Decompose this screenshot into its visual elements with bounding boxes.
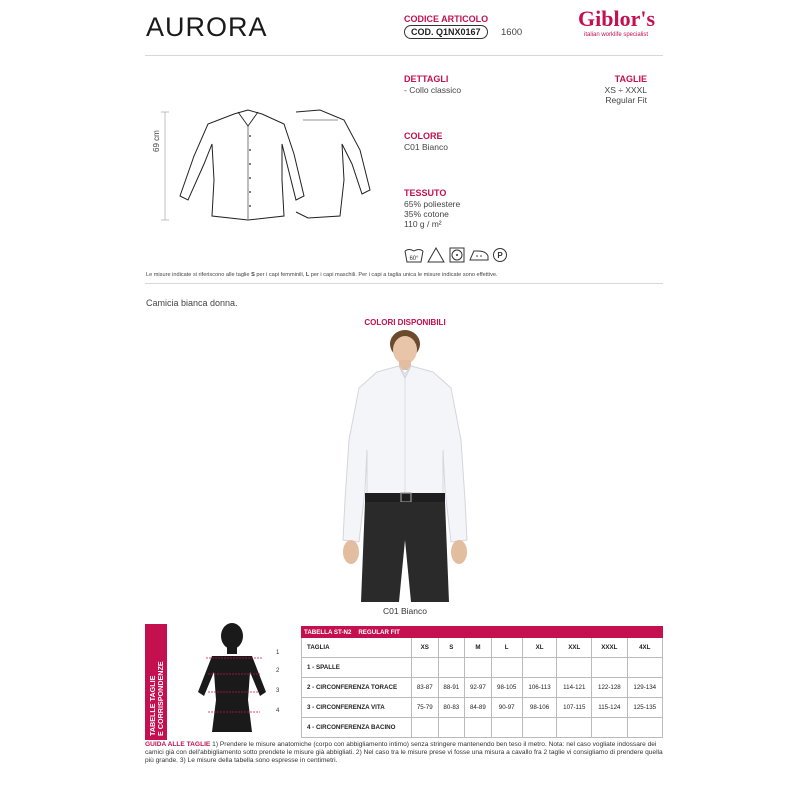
table-cell: [491, 658, 522, 678]
brand-logo: Giblor's: [578, 6, 656, 31]
table-cell: [627, 658, 662, 678]
table-cell: 3 - CIRCONFERENZA VITA: [302, 698, 412, 718]
measure-number: 2: [276, 668, 280, 674]
size-table-title-row: [302, 627, 663, 638]
measure-number: 4: [276, 708, 280, 714]
table-row: [302, 718, 663, 738]
details-value: - Collo classico: [404, 85, 462, 95]
table-cell: 129-134: [627, 678, 662, 698]
shirt-technical-drawing: [148, 100, 398, 230]
tumble-dry-icon: [450, 248, 464, 262]
fabric-label: TESSUTO: [404, 188, 447, 198]
table-cell: [438, 658, 465, 678]
table-cell: [592, 718, 627, 738]
table-cell: 80-83: [438, 698, 465, 718]
table-cell: 106-113: [522, 678, 557, 698]
table-cell: 98-105: [491, 678, 522, 698]
details-label: DETTAGLI: [404, 74, 449, 84]
divider-mid: [145, 283, 663, 284]
table-cell: 83-87: [412, 678, 439, 698]
body-silhouette: [186, 622, 276, 738]
table-cell: [438, 718, 465, 738]
product-code: COD. Q1NX0167: [404, 25, 488, 39]
table-header-cell: XXXL: [592, 638, 627, 658]
color-value: C01 Bianco: [404, 142, 448, 152]
sizes-fit: Regular Fit: [605, 95, 647, 105]
height-dimension-label: 69 cm: [152, 130, 161, 152]
table-cell: [465, 658, 492, 678]
table-header-cell: M: [465, 638, 492, 658]
divider-top: [145, 55, 663, 56]
table-cell: [627, 718, 662, 738]
code-label: CODICE ARTICOLO: [404, 14, 489, 24]
table-cell: [522, 718, 557, 738]
table-cell: 1 - SPALLE: [302, 658, 412, 678]
table-header-cell: 4XL: [627, 638, 662, 658]
table-cell: 2 - CIRCONFERENZA TORACE: [302, 678, 412, 698]
table-header-cell: L: [491, 638, 522, 658]
color-caption: C01 Bianco: [383, 606, 427, 616]
brand-tagline: italian worklife specialist: [584, 32, 649, 38]
product-description: Camicia bianca donna.: [146, 298, 238, 308]
color-label: COLORE: [404, 131, 443, 141]
iron-icon: [470, 251, 488, 260]
table-cell: [465, 718, 492, 738]
wash-60-icon: [405, 250, 423, 263]
model-photo: [315, 330, 495, 602]
measure-number: 3: [276, 688, 280, 694]
measure-number: 1: [276, 650, 280, 656]
fabric-line: 35% cotone: [404, 209, 449, 219]
size-table-wrapper: [301, 626, 663, 738]
code-extra: 1600: [501, 27, 523, 38]
table-cell: [522, 658, 557, 678]
table-row: [302, 658, 663, 678]
table-cell: [412, 658, 439, 678]
table-cell: [592, 658, 627, 678]
table-row: [302, 698, 663, 718]
colors-title: COLORI DISPONIBILI: [364, 318, 446, 327]
fabric-line: 65% poliestere: [404, 199, 461, 209]
size-tables-sidebar: [145, 624, 167, 740]
table-cell: 98-106: [522, 698, 557, 718]
table-cell: 107-115: [557, 698, 592, 718]
product-title: AURORA: [146, 12, 268, 42]
table-cell: [557, 718, 592, 738]
table-cell: 75-79: [412, 698, 439, 718]
table-cell: 4 - CIRCONFERENZA BACINO: [302, 718, 412, 738]
table-fit: REGULAR FIT: [358, 628, 400, 636]
size-tables-label: TABELLE TAGLIE E CORRISPONDENZE: [148, 661, 165, 736]
care-icons: [404, 245, 516, 265]
fabric-line: 110 g / m²: [404, 219, 442, 229]
size-table-header-row: [302, 638, 663, 658]
table-header-cell: XL: [522, 638, 557, 658]
table-cell: 115-124: [592, 698, 627, 718]
size-guide-text: 1) Prendere le misure anatomiche (corpo con abbigliamento intimo) senza stringere mantenendo ben teso il metro. Nota: nel caso vogliate indossare dei camici già con dell'abbigliamento sotto prendete le misure già abbigliati. 2) Nel caso tra le misure prese vi fosse una misura a cavallo fra 2 taglie vi consigliamo di prendere quella più grande. 3) Le misure della tabella sono espresse in centimetri.: [145, 741, 663, 764]
table-cell: 90-97: [491, 698, 522, 718]
table-cell: [491, 718, 522, 738]
sizes-note: Le misure indicate si riferiscono alle taglie S per i capi femminili, L per i capi maschili. Per i capi a taglia unica le misure indicate sono effettive.: [146, 272, 498, 278]
table-row: [302, 678, 663, 698]
dry-clean-icon: [494, 249, 507, 262]
sizes-label: TAGLIE: [614, 74, 647, 84]
table-cell: [557, 658, 592, 678]
table-header-cell: S: [438, 638, 465, 658]
table-cell: [412, 718, 439, 738]
sizes-range: XS ÷ XXXL: [604, 85, 647, 95]
svg-text:P: P: [497, 251, 503, 260]
size-guide-label: GUIDA ALLE TAGLIE: [145, 741, 211, 748]
table-cell: 114-121: [557, 678, 592, 698]
table-header-cell: XS: [412, 638, 439, 658]
size-guide: [145, 741, 665, 765]
table-cell: 88-91: [438, 678, 465, 698]
table-name: TABELLA ST-N2: [304, 628, 352, 636]
table-header-cell: XXL: [557, 638, 592, 658]
table-cell: 125-135: [627, 698, 662, 718]
table-header-cell: TAGLIA: [302, 638, 412, 658]
bleach-icon: [428, 248, 444, 262]
svg-text:60°: 60°: [409, 256, 419, 262]
table-cell: 84-89: [465, 698, 492, 718]
size-table: [301, 626, 663, 738]
table-cell: 122-128: [592, 678, 627, 698]
table-cell: 92-97: [465, 678, 492, 698]
